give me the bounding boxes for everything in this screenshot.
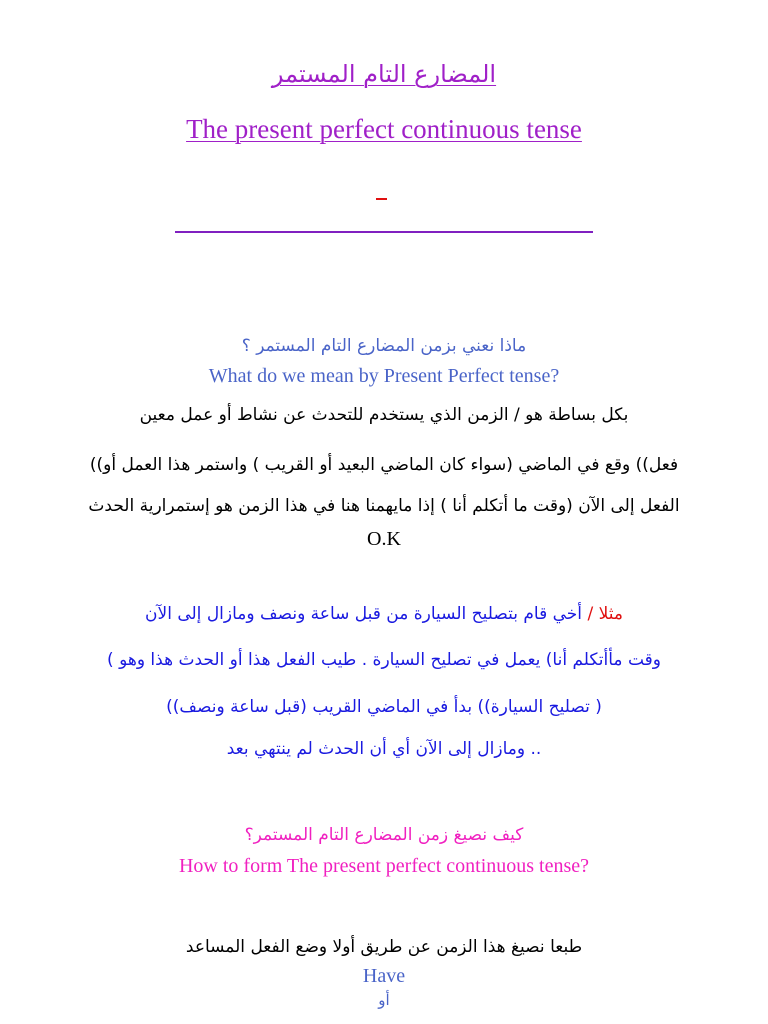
example-line-2: وقت مأأتكلم أنا) يعمل في تصليح السيارة . طيب الفعل هذا أو الحدث هذا وهو ): [107, 650, 661, 670]
question2-arabic: كيف نصيغ زمن المضارع التام المستمر؟: [244, 825, 524, 845]
explanation-line-3: الفعل إلى الآن (وقت ما أتكلم أنا ) إذا مايهمنا هنا في هذا الزمن هو إستمرارية الحدث: [88, 496, 680, 516]
example-line-1-text: أخي قام بتصليح السيارة من قبل ساعة ونصف ومازال إلى الآن: [145, 604, 583, 624]
explanation-ok: O.K: [367, 528, 401, 550]
explanation-line-1: بكل بساطة هو / الزمن الذي يستخدم للتحدث عن نشاط أو عمل معين: [139, 405, 629, 425]
question1-english: What do we mean by Present Perfect tense?: [208, 365, 560, 387]
explanation-line-2: فعل)) وقع في الماضي (سواء كان الماضي البعيد أو القريب ) واستمر هذا العمل أو)): [89, 455, 679, 475]
title-divider: [175, 231, 593, 233]
formation-or: أو: [378, 991, 390, 1009]
example-separator: /: [587, 604, 594, 624]
example-line-1: [0, 604, 768, 624]
question2-english: How to form The present perfect continuous tense?: [178, 855, 590, 877]
title-arabic: المضارع التام المستمر: [271, 60, 497, 88]
example-line-4: .. ومازال إلى الآن أي أن الحدث لم ينتهي بعد: [226, 739, 542, 759]
formation-have: Have: [362, 965, 406, 987]
title-english: The present perfect continuous tense: [186, 114, 582, 144]
formation-arabic: طبعا نصيغ هذا الزمن عن طريق أولا وضع الفعل المساعد: [185, 937, 583, 957]
example-label: مثلا: [598, 604, 623, 624]
question1-arabic: ماذا نعني بزمن المضارع التام المستمر ؟: [241, 336, 527, 356]
example-line-3: ( تصليح السيارة)) بدأ في الماضي القريب (قبل ساعة ونصف)): [166, 697, 602, 717]
red-dash-mark: [376, 198, 387, 200]
